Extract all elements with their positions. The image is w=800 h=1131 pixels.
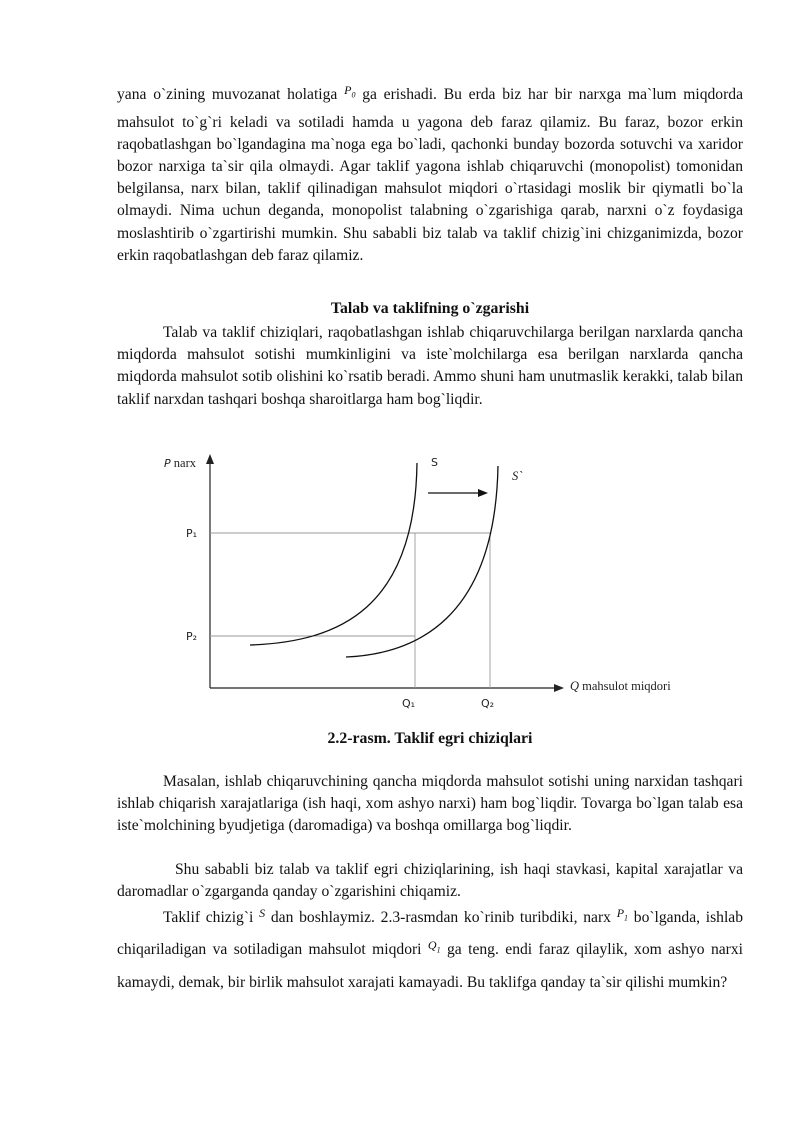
x-axis-label: Q mahsulot miqdori	[570, 679, 671, 693]
q2-label: Q₂	[481, 697, 495, 710]
symbol-p1: P1	[616, 906, 629, 923]
symbol-p0: P0	[344, 83, 356, 100]
x-axis-arrowhead	[554, 684, 564, 692]
paragraph-intro: Talab va taklif chiziqlari, raqobatlashgan ishlab chiqaruvchilarga berilgan narxlarda qancha miqdorda mahsulot sotishi mumkinligini va iste`molchilarga esa berilgan narxlarda qancha miqdorda mahsulot sotib olishini ko`rsatib beradi. Ammo shuni ham unutmaslik kerakki, talab bilan taklif narxdan tashqari boshqa sharoitlarga ham bog`liqdir.	[117, 324, 743, 408]
paragraph-factors: Masalan, ishlab chiqaruvchining qancha miqdorda mahsulot sotishi uning narxidan tashqari ishlab chiqarish xarajatlariga (ish haqi, xom ashyo narxi) ham bog`liqdir. Tovarga bo`lgan talab esa iste`molchining byudjetiga (daromadiga) va boshqa omillarga bog`liqdir.	[117, 773, 743, 835]
y-axis-label: P narx	[164, 456, 196, 470]
shift-arrow-head	[478, 489, 488, 497]
curve-s-shifted-label: S`	[512, 469, 523, 483]
p2-label: P₂	[186, 630, 198, 643]
paragraph-supply-start: Taklif chizig`i $^S$ dan boshlaymiz. 2.3-rasmdan ko`rinib turibdiki, narx $^{P_1}$ bo`lganda, ishlab chiqariladigan va sotiladigan mahsulot miqdori $^{Q_1}$ ga teng. endi faraz qilaylik, xom ashyo narxi kamaydi, demak, bir birlik mahsulot xarajati kamayadi. Bu taklifga qanday ta`sir qilishi mumkin?	[117, 906, 744, 991]
section-heading: Talab va taklifning o`zgarishi	[330, 300, 530, 317]
p1-label: P₁	[186, 527, 198, 540]
curve-s-label: S	[431, 456, 438, 469]
supply-curves-figure	[150, 448, 710, 720]
symbol-s: S	[259, 906, 266, 920]
paragraph-text: ga erishadi. Bu erda biz har bir narxga ma`lum miqdorda mahsulot to`g`ri keladi va sotiladi hamda u yagona deb faraz qilamiz. Bu faraz, bozor erkin raqobatlashgan bo`lgandagina ma`noga ega bo`ladi, qachonki bunday bozorda sotuvchi va xaridor bozor narxiga ta`sir qila olmaydi. Agar taklif yagona ishlab chiqaruvchi (monopolist) tomonidan belgilansa, narx bilan, taklif qilinadigan mahsulot miqdori o`rtasidagi moslik bir qiymatli bo`la olmaydi. Nima uchun deganda, monopolist talabning o`zgarishiga qarab, narxni o`z foydasiga moslashtirib o`zgartirishi mumkin. Shu sababli biz talab va taklif chizig`ini chizganimizda, bozor erkin raqobatlashgan deb faraz qilamiz.	[117, 86, 744, 264]
paragraph-changes: Shu sababli biz talab va taklif egri chiziqlarining, ish haqi stavkasi, kapital xarajatlar va daromadlar o`zgarganda qanday o`zgarishini chiqamiz.	[117, 861, 743, 901]
paragraph-equilibrium	[117, 84, 743, 267]
y-axis-arrowhead	[206, 454, 214, 464]
supply-curve-s-shifted	[346, 466, 498, 657]
symbol-q1: Q1	[427, 938, 441, 955]
supply-curve-s	[250, 463, 417, 645]
paragraph-text: yana o`zining muvozanat holatiga	[117, 86, 345, 103]
q1-label: Q₁	[402, 697, 416, 710]
figure-caption: 2.2-rasm. Taklif egri chiziqlari	[327, 730, 533, 747]
